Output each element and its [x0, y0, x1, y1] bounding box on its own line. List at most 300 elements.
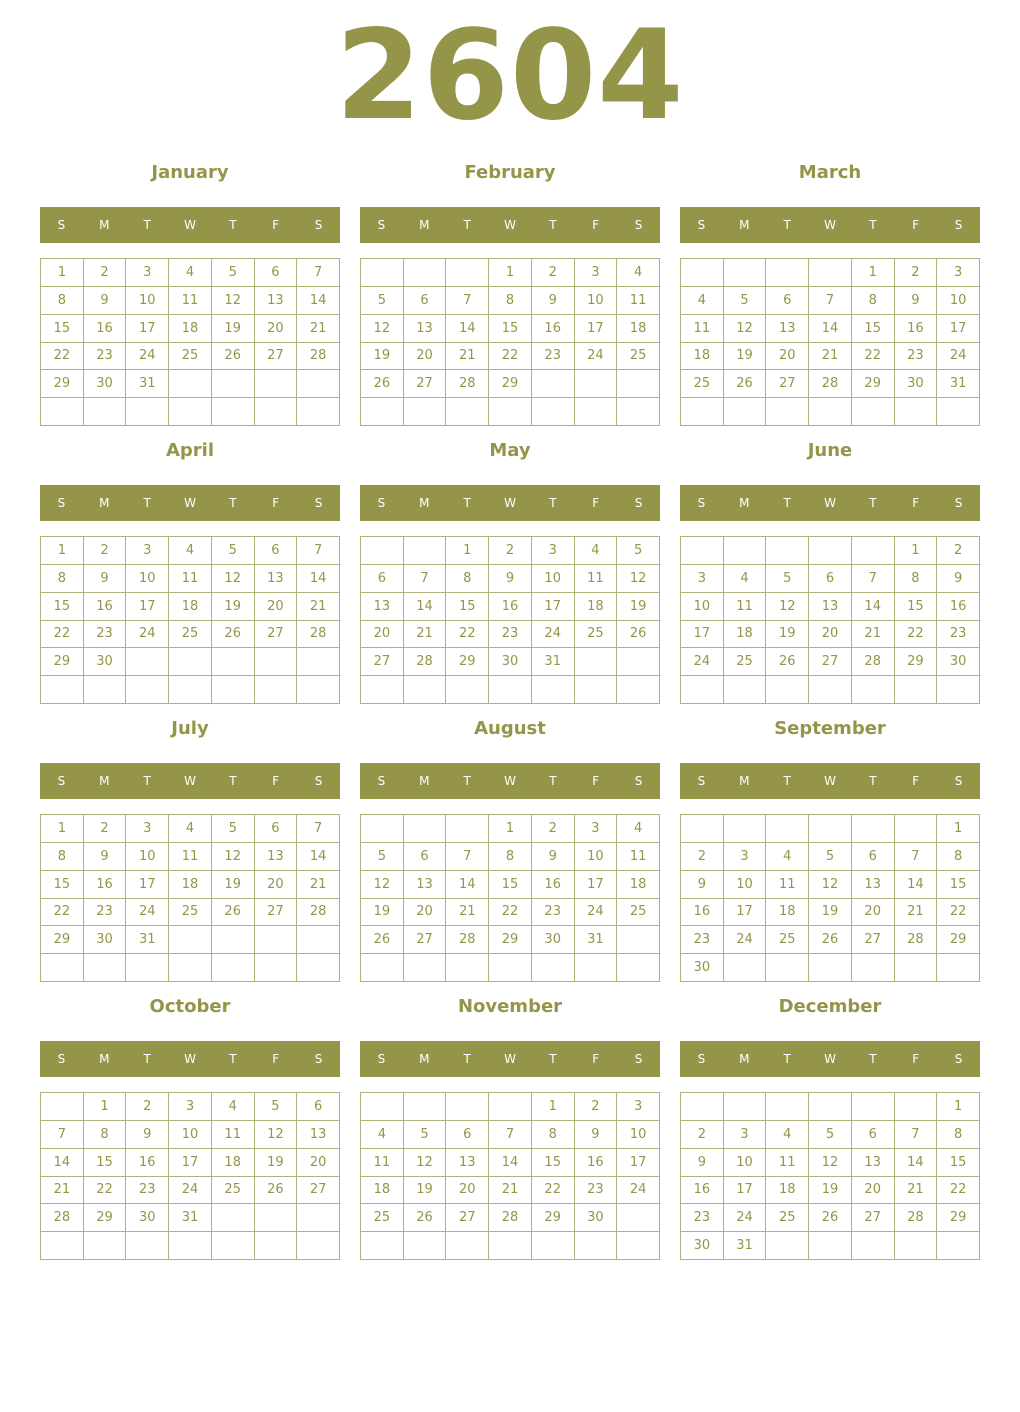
weekday-label: S [377, 496, 386, 510]
day-cell: 13 [809, 593, 852, 621]
month-name: April [165, 440, 215, 461]
day-cell: 2 [532, 259, 575, 287]
weekday-label: T [463, 218, 471, 232]
weekday-label: T [229, 218, 237, 232]
day-grid [40, 258, 340, 426]
day-cell: 14 [297, 843, 340, 871]
day-cell: 26 [361, 926, 404, 954]
day-cell: 19 [361, 899, 404, 927]
day-cell: 6 [446, 1121, 489, 1149]
empty-cell [895, 1232, 938, 1260]
day-cell: 17 [937, 315, 980, 343]
empty-cell [489, 1093, 532, 1121]
day-cell: 8 [41, 843, 84, 871]
empty-cell [617, 676, 660, 704]
day-cell: 29 [446, 648, 489, 676]
day-cell: 2 [937, 537, 980, 565]
empty-cell [937, 1232, 980, 1260]
day-cell: 31 [169, 1204, 212, 1232]
day-cell: 18 [575, 593, 618, 621]
weekday-label: M [99, 496, 110, 510]
day-cell: 3 [575, 259, 618, 287]
day-cell: 28 [446, 926, 489, 954]
day-grid [40, 536, 340, 704]
day-cell: 6 [404, 843, 447, 871]
weekday-label: S [314, 1052, 323, 1066]
empty-cell [361, 676, 404, 704]
day-cell: 16 [84, 315, 127, 343]
empty-cell [489, 676, 532, 704]
empty-cell [617, 648, 660, 676]
day-cell: 27 [766, 370, 809, 398]
empty-cell [617, 398, 660, 426]
weekday-label: S [314, 774, 323, 788]
day-cell: 26 [404, 1204, 447, 1232]
weekday-label: T [783, 218, 791, 232]
day-cell: 10 [126, 843, 169, 871]
day-cell: 15 [895, 593, 938, 621]
weekday-label: S [314, 496, 323, 510]
day-cell: 5 [212, 259, 255, 287]
weekday-header [360, 207, 660, 243]
day-cell: 23 [532, 343, 575, 371]
empty-cell [724, 1093, 767, 1121]
weekday-header [40, 485, 340, 521]
weekday-label: T [869, 496, 877, 510]
day-cell: 24 [575, 343, 618, 371]
weekday-header [360, 1041, 660, 1077]
weekday-label: W [184, 774, 196, 788]
day-cell: 7 [489, 1121, 532, 1149]
month-name: February [464, 162, 556, 183]
day-cell: 3 [126, 537, 169, 565]
weekday-header [680, 1041, 980, 1077]
day-cell: 4 [681, 287, 724, 315]
day-cell: 13 [255, 287, 298, 315]
day-cell: 27 [446, 1204, 489, 1232]
day-cell: 1 [41, 537, 84, 565]
day-cell: 16 [681, 899, 724, 927]
empty-cell [766, 1232, 809, 1260]
day-cell: 21 [852, 621, 895, 649]
day-cell: 13 [766, 315, 809, 343]
day-cell: 29 [532, 1204, 575, 1232]
day-cell: 20 [809, 621, 852, 649]
day-cell: 22 [937, 1177, 980, 1205]
empty-cell [895, 398, 938, 426]
day-cell: 2 [681, 843, 724, 871]
day-cell: 19 [766, 621, 809, 649]
day-cell: 26 [361, 370, 404, 398]
day-cell: 6 [297, 1093, 340, 1121]
day-cell: 12 [766, 593, 809, 621]
day-cell: 2 [681, 1121, 724, 1149]
empty-cell [446, 815, 489, 843]
day-cell: 24 [937, 343, 980, 371]
empty-cell [532, 954, 575, 982]
weekday-label: T [869, 774, 877, 788]
day-cell: 7 [297, 259, 340, 287]
empty-cell [255, 926, 298, 954]
day-cell: 27 [404, 926, 447, 954]
weekday-label: W [504, 496, 516, 510]
day-cell: 8 [446, 565, 489, 593]
day-cell: 21 [446, 343, 489, 371]
weekday-label: F [272, 496, 280, 510]
day-cell: 14 [446, 871, 489, 899]
day-cell: 13 [297, 1121, 340, 1149]
day-cell: 27 [852, 1204, 895, 1232]
empty-cell [489, 954, 532, 982]
day-cell: 31 [724, 1232, 767, 1260]
weekday-label: T [549, 218, 557, 232]
empty-cell [809, 1232, 852, 1260]
day-cell: 5 [212, 537, 255, 565]
day-cell: 29 [489, 370, 532, 398]
empty-cell [255, 1232, 298, 1260]
day-cell: 29 [84, 1204, 127, 1232]
day-cell: 27 [809, 648, 852, 676]
empty-cell [766, 954, 809, 982]
day-cell: 22 [895, 621, 938, 649]
empty-cell [852, 954, 895, 982]
day-cell: 23 [126, 1177, 169, 1205]
day-cell: 6 [361, 565, 404, 593]
empty-cell [489, 398, 532, 426]
empty-cell [937, 398, 980, 426]
empty-cell [361, 1232, 404, 1260]
empty-cell [532, 676, 575, 704]
day-cell: 18 [766, 899, 809, 927]
empty-cell [852, 398, 895, 426]
empty-cell [84, 954, 127, 982]
day-cell: 4 [169, 259, 212, 287]
day-cell: 25 [766, 1204, 809, 1232]
empty-cell [852, 537, 895, 565]
day-cell: 15 [84, 1149, 127, 1177]
day-cell: 26 [212, 343, 255, 371]
weekday-label: M [739, 496, 750, 510]
day-cell: 23 [84, 343, 127, 371]
weekday-label: M [99, 218, 110, 232]
weekday-label: S [634, 218, 643, 232]
day-cell: 17 [169, 1149, 212, 1177]
day-cell: 6 [255, 259, 298, 287]
day-cell: 1 [41, 259, 84, 287]
day-cell: 19 [212, 871, 255, 899]
day-cell: 29 [937, 926, 980, 954]
day-cell: 17 [126, 871, 169, 899]
day-cell: 10 [126, 565, 169, 593]
empty-cell [212, 676, 255, 704]
day-cell: 28 [809, 370, 852, 398]
day-cell: 17 [681, 621, 724, 649]
empty-cell [404, 259, 447, 287]
day-cell: 1 [489, 815, 532, 843]
weekday-label: T [143, 774, 151, 788]
empty-cell [361, 954, 404, 982]
day-grid [40, 814, 340, 982]
day-cell: 30 [681, 1232, 724, 1260]
day-cell: 8 [489, 843, 532, 871]
day-cell: 7 [895, 843, 938, 871]
empty-cell [84, 676, 127, 704]
day-cell: 12 [617, 565, 660, 593]
day-cell: 20 [255, 315, 298, 343]
day-cell: 28 [446, 370, 489, 398]
weekday-label: S [954, 1052, 963, 1066]
day-cell: 23 [937, 621, 980, 649]
day-cell: 15 [41, 593, 84, 621]
day-cell: 6 [766, 287, 809, 315]
day-cell: 11 [766, 871, 809, 899]
day-cell: 15 [937, 871, 980, 899]
empty-cell [766, 259, 809, 287]
empty-cell [446, 1232, 489, 1260]
empty-cell [361, 537, 404, 565]
day-cell: 17 [126, 593, 169, 621]
empty-cell [255, 1204, 298, 1232]
empty-cell [446, 259, 489, 287]
month-name: May [489, 440, 531, 461]
day-cell: 21 [489, 1177, 532, 1205]
empty-cell [852, 1232, 895, 1260]
weekday-label: T [463, 496, 471, 510]
day-cell: 26 [212, 621, 255, 649]
empty-cell [895, 676, 938, 704]
empty-cell [809, 676, 852, 704]
day-cell: 26 [809, 926, 852, 954]
day-cell: 31 [126, 926, 169, 954]
day-cell: 14 [852, 593, 895, 621]
weekday-header [40, 1041, 340, 1077]
day-cell: 18 [617, 871, 660, 899]
day-cell: 13 [255, 565, 298, 593]
day-cell: 29 [895, 648, 938, 676]
day-cell: 8 [84, 1121, 127, 1149]
day-cell: 27 [255, 899, 298, 927]
month-name: June [807, 440, 853, 461]
day-cell: 30 [681, 954, 724, 982]
empty-cell [809, 259, 852, 287]
empty-cell [212, 954, 255, 982]
day-cell: 18 [766, 1177, 809, 1205]
empty-cell [404, 815, 447, 843]
day-cell: 19 [255, 1149, 298, 1177]
day-grid [40, 1092, 340, 1260]
weekday-header [680, 207, 980, 243]
day-cell: 19 [404, 1177, 447, 1205]
day-cell: 29 [41, 370, 84, 398]
empty-cell [724, 259, 767, 287]
weekday-label: W [184, 496, 196, 510]
empty-cell [404, 537, 447, 565]
day-cell: 20 [361, 621, 404, 649]
day-cell: 24 [617, 1177, 660, 1205]
empty-cell [937, 954, 980, 982]
day-cell: 1 [489, 259, 532, 287]
empty-cell [297, 676, 340, 704]
day-cell: 20 [852, 1177, 895, 1205]
day-cell: 7 [446, 287, 489, 315]
day-cell: 28 [297, 343, 340, 371]
day-cell: 13 [852, 1149, 895, 1177]
weekday-label: F [272, 774, 280, 788]
day-cell: 16 [532, 871, 575, 899]
day-cell: 26 [724, 370, 767, 398]
empty-cell [724, 398, 767, 426]
empty-cell [41, 1232, 84, 1260]
weekday-label: S [377, 1052, 386, 1066]
weekday-label: F [272, 218, 280, 232]
day-cell: 23 [681, 1204, 724, 1232]
day-cell: 1 [446, 537, 489, 565]
empty-cell [852, 815, 895, 843]
day-cell: 6 [852, 843, 895, 871]
empty-cell [126, 1232, 169, 1260]
day-cell: 25 [212, 1177, 255, 1205]
weekday-label: T [783, 774, 791, 788]
day-cell: 7 [809, 287, 852, 315]
day-cell: 27 [255, 343, 298, 371]
day-cell: 24 [724, 1204, 767, 1232]
day-cell: 23 [532, 899, 575, 927]
empty-cell [169, 954, 212, 982]
day-cell: 18 [617, 315, 660, 343]
empty-cell [446, 676, 489, 704]
day-cell: 15 [41, 315, 84, 343]
day-cell: 24 [681, 648, 724, 676]
empty-cell [169, 648, 212, 676]
empty-cell [361, 815, 404, 843]
day-cell: 10 [126, 287, 169, 315]
day-cell: 20 [297, 1149, 340, 1177]
weekday-label: S [634, 1052, 643, 1066]
day-cell: 30 [84, 648, 127, 676]
day-cell: 30 [532, 926, 575, 954]
empty-cell [895, 815, 938, 843]
day-cell: 26 [212, 899, 255, 927]
day-cell: 16 [84, 871, 127, 899]
day-cell: 29 [489, 926, 532, 954]
empty-cell [41, 1093, 84, 1121]
day-cell: 12 [212, 287, 255, 315]
weekday-label: F [912, 1052, 920, 1066]
day-cell: 18 [361, 1177, 404, 1205]
day-cell: 9 [532, 843, 575, 871]
day-cell: 25 [361, 1204, 404, 1232]
day-cell: 19 [617, 593, 660, 621]
day-cell: 23 [489, 621, 532, 649]
day-cell: 4 [724, 565, 767, 593]
month-name: October [149, 996, 231, 1017]
day-cell: 11 [575, 565, 618, 593]
day-cell: 27 [361, 648, 404, 676]
day-cell: 22 [84, 1177, 127, 1205]
day-cell: 10 [937, 287, 980, 315]
day-cell: 2 [84, 537, 127, 565]
empty-cell [446, 398, 489, 426]
day-cell: 8 [489, 287, 532, 315]
day-cell: 17 [532, 593, 575, 621]
weekday-label: T [549, 1052, 557, 1066]
day-cell: 17 [575, 871, 618, 899]
empty-cell [809, 954, 852, 982]
day-cell: 26 [617, 621, 660, 649]
empty-cell [212, 398, 255, 426]
day-cell: 22 [446, 621, 489, 649]
day-cell: 18 [169, 871, 212, 899]
day-cell: 30 [489, 648, 532, 676]
day-cell: 15 [852, 315, 895, 343]
empty-cell [41, 398, 84, 426]
empty-cell [724, 815, 767, 843]
weekday-header [360, 485, 660, 521]
weekday-header [680, 763, 980, 799]
day-cell: 17 [126, 315, 169, 343]
day-cell: 2 [575, 1093, 618, 1121]
day-cell: 12 [361, 871, 404, 899]
weekday-label: S [377, 218, 386, 232]
day-cell: 28 [41, 1204, 84, 1232]
empty-cell [212, 1232, 255, 1260]
day-cell: 21 [404, 621, 447, 649]
weekday-label: F [912, 218, 920, 232]
weekday-label: T [549, 774, 557, 788]
day-cell: 9 [84, 565, 127, 593]
day-cell: 3 [126, 259, 169, 287]
day-cell: 1 [84, 1093, 127, 1121]
day-cell: 23 [895, 343, 938, 371]
day-cell: 21 [297, 593, 340, 621]
weekday-label: F [592, 1052, 600, 1066]
day-cell: 8 [937, 843, 980, 871]
day-cell: 16 [126, 1149, 169, 1177]
day-cell: 22 [489, 899, 532, 927]
month-name: March [798, 162, 862, 183]
day-cell: 24 [169, 1177, 212, 1205]
day-cell: 1 [895, 537, 938, 565]
day-cell: 27 [255, 621, 298, 649]
day-cell: 13 [446, 1149, 489, 1177]
weekday-header [360, 763, 660, 799]
day-cell: 10 [724, 871, 767, 899]
empty-cell [169, 370, 212, 398]
empty-cell [681, 398, 724, 426]
day-cell: 9 [937, 565, 980, 593]
day-cell: 4 [212, 1093, 255, 1121]
empty-cell [532, 370, 575, 398]
day-cell: 24 [575, 899, 618, 927]
day-cell: 5 [361, 843, 404, 871]
day-cell: 2 [489, 537, 532, 565]
weekday-label: F [912, 496, 920, 510]
day-cell: 23 [575, 1177, 618, 1205]
day-cell: 11 [169, 843, 212, 871]
empty-cell [852, 676, 895, 704]
weekday-label: T [229, 774, 237, 788]
day-cell: 2 [84, 259, 127, 287]
weekday-label: T [783, 1052, 791, 1066]
empty-cell [809, 537, 852, 565]
day-cell: 14 [489, 1149, 532, 1177]
day-cell: 3 [532, 537, 575, 565]
empty-cell [41, 954, 84, 982]
empty-cell [937, 676, 980, 704]
weekday-label: S [634, 774, 643, 788]
day-cell: 9 [126, 1121, 169, 1149]
day-cell: 14 [895, 871, 938, 899]
